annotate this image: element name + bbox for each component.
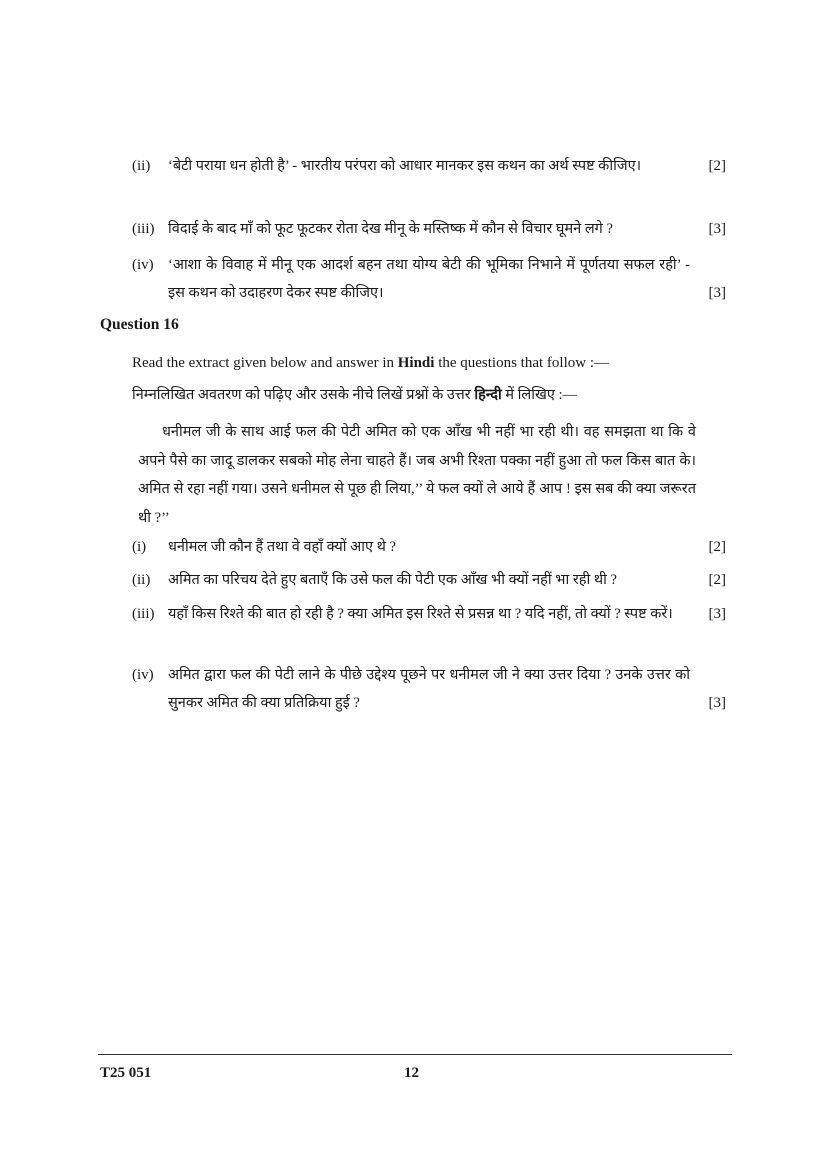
question-text: विदाई के बाद माँ को फूट फूटकर रोता देख मीनू के मस्तिष्क में कौन से विचार घूमने लगे ? xyxy=(168,221,613,237)
question-text: ‘आशा के विवाह में मीनू एक आदर्श बहन तथा योग्य बेटी की भूमिका निभाने में पूर्णतया सफल रही’ - इस कथन को उदाहरण देकर स्पष्ट कीजिए। xyxy=(168,257,690,301)
prev-question-iv xyxy=(132,251,726,307)
question-number: (iii) xyxy=(132,221,155,237)
instruction-hindi xyxy=(132,384,577,404)
paper-code: T25 051 xyxy=(100,1065,152,1081)
instruction-bold: Hindi xyxy=(397,355,435,371)
instruction-text: the questions that follow :— xyxy=(434,355,610,371)
question-number: (i) xyxy=(132,539,147,555)
instruction-bold: हिन्दी xyxy=(474,387,502,403)
instruction-text: Read the extract given below and answer in xyxy=(132,355,398,371)
question-number: (iii) xyxy=(132,606,155,622)
question-text: अमित द्वारा फल की पेटी लाने के पीछे उद्देश्य पूछने पर धनीमल जी ने क्या उत्तर दिया ? उनके उत्तर को सुनकर अमित की क्या प्रतिक्रिया हुई ? xyxy=(168,667,690,711)
question-number: (ii) xyxy=(132,572,151,588)
question-text: धनीमल जी कौन हैं तथा वे वहाँ क्यों आए थे ? xyxy=(168,539,396,555)
instruction-text: में लिखिए :— xyxy=(501,387,578,403)
question-heading: Question 16 xyxy=(100,316,179,333)
question-marks: [3] xyxy=(708,285,726,301)
question-number: (iv) xyxy=(132,257,154,273)
question-marks: [3] xyxy=(708,695,726,711)
question-marks: [3] xyxy=(708,606,726,622)
question16-i xyxy=(132,533,726,561)
question-text: यहाँ किस रिश्ते की बात हो रही है ? क्या अमित इस रिश्ते से प्रसन्न था ? यदि नहीं, तो क्यों ? स्पष्ट करें। xyxy=(168,606,673,622)
page-number: 12 xyxy=(404,1065,419,1081)
question-text: ‘बेटी पराया धन होती है’ - भारतीय परंपरा को आधार मानकर इस कथन का अर्थ स्पष्ट कीजिए। xyxy=(168,158,642,174)
question-marks: [2] xyxy=(708,158,726,174)
question16-iv xyxy=(132,661,726,717)
extract-passage: धनीमल जी के साथ आई फल की पेटी अमित को एक आँख भी नहीं भा रही थी। वह समझता था कि वे अपने पैसे का जादू डालकर सबको मोह लेना चाहते हैं। जब अभी रिश्ता पक्का नहीं हुआ तो फल किस बात के। अमित से रहा नहीं गया। उसने धनीमल से पूछ ही लिया,’’ ये फल क्यों ले आये हैं आप ! इस सब की क्या जरूरत थी ?’’ xyxy=(138,424,696,526)
question-number: (ii) xyxy=(132,158,151,174)
question-marks: [2] xyxy=(708,539,726,555)
question-marks: [3] xyxy=(708,221,726,237)
question-number: (iv) xyxy=(132,667,154,683)
question16-iii xyxy=(132,600,726,628)
footer-divider xyxy=(98,1054,732,1055)
question16-ii xyxy=(132,566,726,594)
prev-question-iii xyxy=(132,215,726,243)
instruction-english xyxy=(132,355,609,372)
question-text: अमित का परिचय देते हुए बताएँ कि उसे फल की पेटी एक आँख भी क्यों नहीं भा रही थी ? xyxy=(168,572,617,588)
prev-question-ii xyxy=(132,152,726,180)
question-marks: [2] xyxy=(708,572,726,588)
instruction-text: निम्नलिखित अवतरण को पढ़िए और उसके नीचे लिखें प्रश्नों के उत्तर xyxy=(132,387,475,403)
